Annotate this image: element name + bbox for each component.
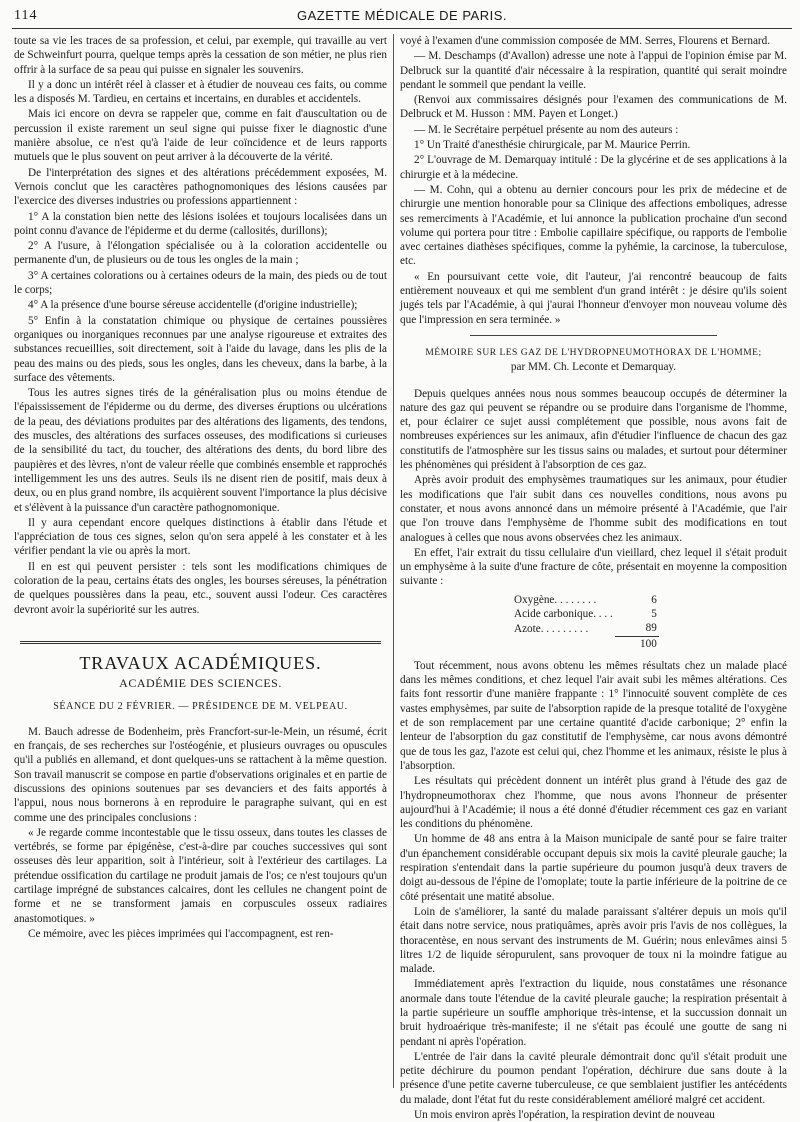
paragraph: L'entrée de l'air dans la cavité pleurale démontrait donc qu'il s'était produit une petite déchirure du poumon pendant l'opération, déchirure due sans doute à la présence d'une petite caverne tuberculeuse, ce que semblaient justifier les antécédents du malade, dont l'état fut du reste considérablement amélioré malgré cet accident.: [400, 1050, 787, 1106]
section-separator: [20, 641, 381, 644]
paragraph: Un mois environ après l'opération, la respiration devint de nouveau: [414, 1109, 715, 1122]
paragraph: 2° A l'usure, à l'élongation spécialisée ou à la coloration accidentelle ou permanente d'un, de plusieurs ou de tous les ongles de la main ;: [14, 240, 387, 267]
gas-composition-table: [512, 593, 659, 651]
paragraph: De l'interprétation des signes et des altérations précédemment exposées, M. Vernois conclut que les caractères pathognomoniques des lésions causées par l'exercice des diverses industries ou professions appartiennent :: [14, 166, 387, 208]
table-total-row: [512, 636, 659, 651]
paragraph: voyé à l'examen d'une commission composée de MM. Serres, Flourens et Bernard.: [400, 35, 771, 47]
paragraph: 3° A certaines colorations ou à certaines odeurs de la main, des pieds ou de tout le corps;: [14, 269, 387, 297]
table-row: [512, 607, 659, 621]
paragraph: toute sa vie les traces de sa profession, et celui, par exemple, qui travaille au vert de Schweinfurt pourra, quelque temps après la cessation de son métier, ne plus rien offrir à la surface de sa peau qui puisse en signaler les souvenirs.: [14, 35, 387, 76]
memoire-title: MÉMOIRE SUR LES GAZ DE L'HYDROPNEUMOTHORAX DE L'HOMME;: [425, 347, 762, 358]
paragraph: Tout récemment, nous avons obtenu les mêmes résultats chez un malade placé dans les mêmes conditions, et chez lequel l'air avait subi les mêmes altérations. Ces faits font ressortir d'une manière frappante : 1° l'innocuité souvent complète de ces vastes emphysèmes, par suite de l'absorption rapide de la presque totalité de l'oxygène et de son remplacement par une certaine quantité d'acide carbonique; 2° enfin la lenteur de l'absorption du gaz constitutif de l'emphysème, car nous avons démontré que de tous les gaz, l'azote est celui qui, chez l'homme et les animaux, résiste le plus à l'absorption.: [400, 659, 787, 772]
paragraph: En effet, l'air extrait du tissu cellulaire d'un vieillard, chez lequel il s'était produit un emphysème à la suite d'une fracture de côte, présentait en moyenne la composition suivante :: [400, 546, 787, 588]
paragraph: Tous les autres signes tirés de la généralisation plus ou moins étendue de l'épaississement de l'épiderme ou du derme, des diverses éruptions ou ulcérations de la peau, des déviations produites par des altérations des ligaments, des tendons, des muscles, des altérations des surfaces osseuses, des modifications si curieuses de la sensibilité du tact, du toucher, des altérations des dents, du bord libre des paupières et des lèvres, n'ont de valeur réelle que combinés ensemble et rapprochés intelligemment les uns des autres. Seuls ils ne disent rien de positif, mais deux à deux, ou en plus grand nombre, ils acquièrent souvent l'importance la plus décisive et s'élèvent à la puissance d'un caractère pathognomonique.: [14, 387, 387, 514]
paragraph: — M. le Secrétaire perpétuel présente au nom des auteurs :: [414, 123, 679, 136]
gas-name: Azote. . . . . . . . .: [514, 622, 589, 635]
paragraph: 5° Enfin à la constatation chimique ou physique de certaines poussières organiques ou inorganiques reconnues par une analyse rigoureuse et extraites des substances recueillies, soit directement, soit à l'aide du lavage, dans les plis de la peau des mains ou des pieds, sous les ongles, dans les cheveux, dans la barbe, à la surface des vêtements.: [14, 314, 387, 384]
paragraph: Ce mémoire, avec les pièces imprimées qui l'accompagnent, est ren-: [28, 927, 334, 940]
seance-line: SÉANCE DU 2 FÉVRIER. — PRÉSIDENCE DE M. VELPEAU.: [53, 701, 348, 713]
gas-value: 5: [651, 607, 657, 620]
table-row: [512, 621, 659, 636]
paragraph: (Renvoi aux commissaires désignés pour l'examen des communications de M. Delbruck et M. Husson : MM. Payen et Longet.): [400, 94, 787, 121]
table-row: [512, 593, 659, 607]
right-column: [400, 34, 787, 1122]
gas-value: 89: [645, 622, 657, 635]
paragraph: M. Bauch adresse de Bodenheim, près Francfort-sur-le-Mein, un résumé, écrit en français, de ses recherches sur l'ostéogénie, et plusieurs ouvrages ou opuscules qu'il a publiés en allemand, et dont quelques-uns se rattachent à la même question. Son travail manuscrit se compose en partie d'observations originales et en partie de discussions des opinions soutenues par ses devanciers et des faits apportés à l'appui, nous nous bornerons à en reproduire le paragraphe suivant, qui en est comme une des principales conclusions :: [14, 725, 387, 824]
paragraph: Après avoir produit des emphysèmes traumatiques sur les animaux, pour étudier les modifications que l'air subit dans ces nouvelles conditions, nous avons pu constater, et nous avons annoncé dans un mémoire présenté à l'Académie, que l'air que l'on trouve dans l'emphysème de l'homme subit des modifications en tout analogues à celles que nous avons observées chez les animaux.: [400, 474, 787, 544]
column-divider: [393, 34, 394, 1088]
paragraph: Il en est qui peuvent persister : tels sont les modifications chimiques de coloration de la peau, certains états des ongles, les bourses séreuses, la pénétration de quelques poussières dans la peau, etc., souvent aussi l'odeur. Ces caractères devront avoir la supériorité sur les autres.: [14, 560, 387, 616]
memoire-authors: par MM. Ch. Leconte et Demarquay.: [510, 361, 677, 374]
running-title: GAZETTE MÉDICALE DE PARIS.: [297, 8, 507, 23]
paragraph: « En poursuivant cette voie, dit l'auteur, j'ai rencontré beaucoup de faits entièrement nouveaux et qui me semblent d'un grand intérêt : je désire qu'ils soient jugés tels par l'Académie, à qui j'aurai l'honneur d'envoyer mon nouveau volume dès que l'impression en sera terminée. »: [400, 270, 787, 326]
paragraph: 2° L'ouvrage de M. Demarquay intitulé : De la glycérine et de ses applications à la chirurgie et à la médecine.: [400, 154, 787, 181]
gas-name: Acide carbonique. . . .: [514, 607, 613, 620]
page-number: 114: [14, 8, 38, 23]
divider: [470, 335, 717, 336]
left-column: [14, 34, 387, 1088]
paragraph: — M. Deschamps (d'Avallon) adresse une note à l'appui de l'opinion émise par M. Delbruck sur la quantité d'air nécessaire à la respiration, quantité qui serait moindre pendant le sommeil que pendant la veille.: [400, 50, 787, 91]
paragraph: Un homme de 48 ans entra à la Maison municipale de santé pour se faire traiter d'un épanchement considérable occupant depuis six mois la cavité pleurale gauche; la respiration s'entendait dans la partie supérieure du poumon jusqu'à deux travers de doigt au-dessous de l'épine de l'omoplate; toute la partie inférieure de la poitrine de ce côté présentait une matité absolue.: [400, 833, 787, 903]
paragraph: Mais ici encore on devra se rappeler que, comme en fait d'auscultation ou de percussion il existe rarement un seul signe qui puisse fixer le diagnostic d'une manière absolue, ce n'est qu'à l'aide de leur coïncidence et de leurs rapports mutuels que le plus souvent on peut arriver à la découverte de la vérité.: [14, 108, 387, 164]
paragraph: Loin de s'améliorer, la santé du malade paraissant s'altérer depuis un mois qu'il était dans notre service, nous pratiquâmes, après avoir pris l'avis de nos collègues, la thoracentèse, en nous servant des instruments de M. Guérin; nous enlevâmes ainsi 5 litres 1/2 de liquide séropurulent, sans provoquer de toux ni la moindre fatigue au malade.: [400, 905, 787, 976]
paragraph: Il y a donc un intérêt réel à classer et à étudier de nouveau ces faits, ou comme les a disposés M. Tardieu, en certains et incertains, en durables et accidentels.: [14, 78, 387, 106]
paragraph: « Je regarde comme incontestable que le tissu osseux, dans toutes les classes de vertébrés, se forme par épigénèse, c'est-à-dire par couches successives qui sont osseuses dès leur apparition, soit à l'intérieur, soit à l'extérieur des cartilages. La prétendue ossification du cartilage ne produit jamais de l'os; ce n'est toujours qu'un cartilage imprégné de substances calcaires, dont les cellules ne changent point de forme et ne se transforment jamais en corpuscules osseux radiaires anastomotiques. »: [14, 826, 387, 925]
page-header: [12, 6, 792, 29]
paragraph: Les résultats qui précèdent donnent un intérêt plus grand à l'étude des gaz de l'hydropneumothorax chez l'homme, que nous avons l'honneur de présenter aujourd'hui à l'Académie; il nous a été donné d'étudier récemment ces gaz en variant les conditions du phénomène.: [400, 775, 787, 831]
paragraph: 1° A la constation bien nette des lésions isolées et toujours localisées dans un point connu d'avance de l'épiderme et du derme (callosités, durillons);: [14, 210, 387, 237]
paragraph: Immédiatement après l'extraction du liquide, nous constatâmes une résonance anormale dans toute l'étendue de la cavité pleurale gauche; la respiration présentait à la partie supérieure un souffle amphorique très-intense, et la succussion donnait un bruit hydroaérique très-manifeste; il ne s'était pas écoulé une goutte de sang ni pendant ni après l'opération.: [400, 978, 787, 1048]
paragraph: 1° Un Traité d'anesthésie chirurgicale, par M. Maurice Perrin.: [414, 139, 691, 152]
gas-total: 100: [615, 636, 659, 651]
gas-name: Oxygène. . . . . . . .: [514, 593, 597, 606]
section-title: TRAVAUX ACADÉMIQUES.: [79, 652, 322, 673]
subsection-title: ACADÉMIE DES SCIENCES.: [119, 676, 282, 691]
gas-value: 6: [651, 593, 657, 606]
paragraph: — M. Cohn, qui a obtenu au dernier concours pour les prix de médecine et de chirurgie une mention honorable pour sa Clinique des affections emboliques, adresse ses remerciments à l'Académie, et lui annonce la publication prochaine d'un second volume qui portera pour titre : Embolie capillaire spécifique, ou rapports de l'embolie avec certaines diathèses spécifiques, comme la pyhémie, la carcinose, la tuberculose, etc.: [400, 183, 787, 268]
paragraph: Il y aura cependant encore quelques distinctions à établir dans l'étude et l'appréciation de tous ces signes, selon qu'on sera appelé à les constater et à les vérifier pendant la vie ou après la mort.: [14, 516, 387, 558]
paragraph: 4° A la présence d'une bourse séreuse accidentelle (d'origine industrielle);: [28, 299, 358, 312]
paragraph: Depuis quelques années nous nous sommes beaucoup occupés de déterminer la nature des gaz qui peuvent se répandre ou se produire dans l'organisme de l'homme, et, pour éclairer ce sujet aussi complétement que possible, nous avons fait de nombreuses expériences sur les animaux, afin d'étudier l'influence de chacun des gaz constitutifs de l'atmosphère sur les tissus sains ou malades, et surtout pour déterminer les phénomènes qui président à l'absorption de ces gaz.: [400, 387, 787, 472]
